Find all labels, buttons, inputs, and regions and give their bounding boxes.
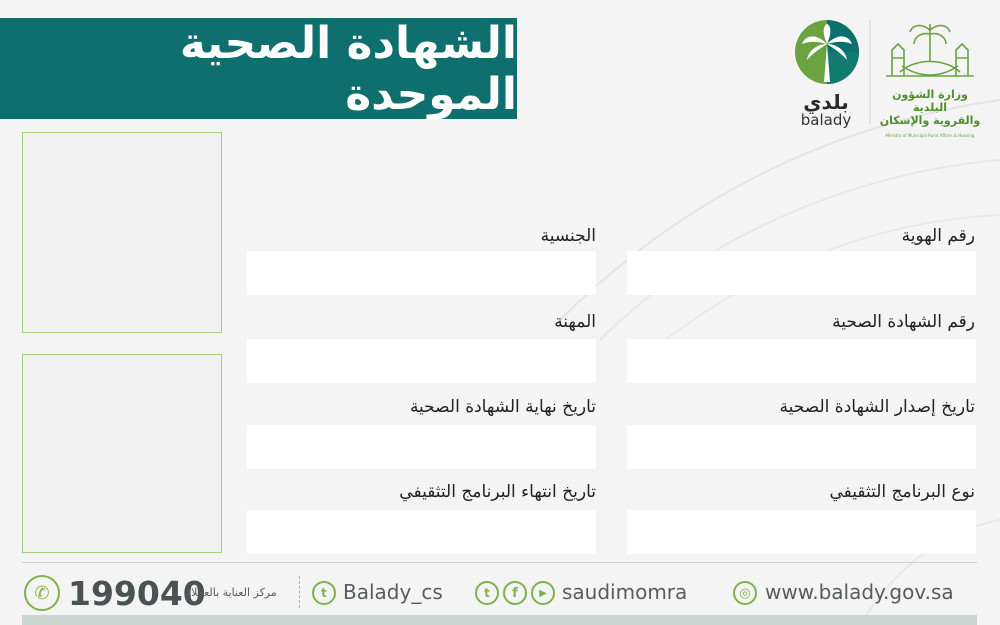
label-nationality: الجنسية (540, 226, 596, 246)
balady-logo-text (794, 92, 858, 128)
website-link[interactable]: www.balady.gov.sa (765, 580, 954, 604)
ministry-english: Ministry of Municipal Rural Affairs & Housing (885, 133, 975, 138)
label-id-number: رقم الهوية (901, 226, 975, 246)
issue-date-field (627, 425, 976, 469)
ministry-line-2: والقروية والإسكان (879, 114, 981, 127)
photo-box-bottom (22, 354, 222, 553)
ministry-emblem-icon (886, 24, 974, 76)
card-title: الشهادة الصحية الموحدة (179, 17, 517, 120)
twitter-icon[interactable]: t (312, 581, 336, 605)
footer-divider (22, 562, 977, 563)
label-issue-date: تاريخ إصدار الشهادة الصحية (779, 397, 975, 417)
profession-field (247, 339, 596, 383)
balady-arabic: بلدي (803, 90, 849, 114)
balady-logo-icon (795, 20, 859, 84)
ministry-line-1: وزارة الشؤون البلدية (892, 88, 968, 114)
id-number-field (627, 251, 976, 295)
label-expiry-date: تاريخ نهاية الشهادة الصحية (409, 397, 596, 417)
ministry-logo-text (876, 88, 984, 142)
program-type-field (627, 510, 976, 554)
twitter-handle[interactable]: Balady_cs (343, 580, 443, 604)
care-center-label: مركز العناية بالعملاء (186, 586, 277, 599)
program-end-date-field (247, 510, 596, 554)
expiry-date-field (247, 425, 596, 469)
footer-separator (299, 576, 301, 608)
phone-number: 199040 (68, 574, 206, 613)
social-handle[interactable]: saudimomra (562, 580, 688, 604)
youtube-icon[interactable]: ▶ (531, 581, 555, 605)
label-program-type: نوع البرنامج التثقيفي (829, 482, 975, 502)
label-program-end-date: تاريخ انتهاء البرنامج التثقيفي (399, 482, 596, 502)
footer-strip (22, 615, 977, 625)
label-certificate-number: رقم الشهادة الصحية (832, 312, 975, 332)
balady-english: balady (800, 111, 852, 129)
title-banner (0, 18, 517, 119)
globe-icon: ◎ (733, 581, 757, 605)
twitter-icon[interactable]: t (475, 581, 499, 605)
label-profession: المهنة (554, 312, 596, 332)
facebook-icon[interactable]: f (503, 581, 527, 605)
photo-box-top (22, 132, 222, 333)
nationality-field (247, 251, 596, 295)
phone-icon: ✆ (24, 575, 60, 611)
certificate-number-field (627, 339, 976, 383)
